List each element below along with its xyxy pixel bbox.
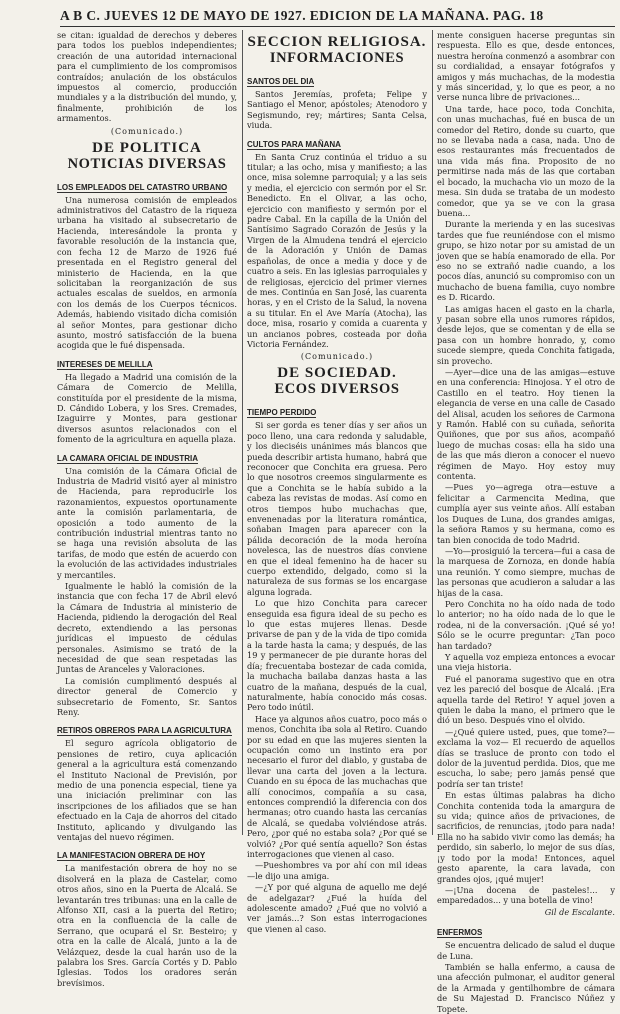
section-title: DE POLITICA bbox=[92, 139, 202, 156]
article-paragraph: mente consiguen hacerse preguntas sin respuesta. Ello es que, desde entonces, nuestra heroína conmenzó a asombrar con su cordialidad, a ensayar fotógrafos y amigos y más muchachas, de la modestia y más sinceridad, y, lo que es peor, a no verse nunca libre de privaciones... bbox=[437, 30, 615, 103]
ornament: (Comunicado.) bbox=[110, 126, 184, 136]
article-paragraph: —Pues yo—agrega otra—estuve a felicitar a Carmencita Medina, que cumplía ayer sus veinte años. Allí estaban los Duques de Luna, dos grandes amigas, la señora Ramos y su hermana, como es tan bien conocida de todo Madrid. bbox=[437, 482, 615, 545]
column-rule bbox=[242, 30, 243, 835]
article-paragraph: En estas últimas palabras ha dicho Conchita contenida toda la amargura de su vida; quince años de privaciones, de sacrificios, de renuncias, ¡todo para nada! Ella no ha sabido vivir como las demás; ha perdido, sin saberlo, lo mejor de sus días, ¡y todo por la moda! Entonces, aquel gesto aparente, la cara lavada, con grandes ojos, ¡qué mujer! bbox=[437, 790, 615, 884]
article-paragraph: Una tarde, hace poco, toda Conchita, con unas muchachas, fué en busca de un comedor del Retiro, donde su cuarto, que no se llevaba nada a casa, nada. Uno de esos restaurantes más frecuentados de una vida más fina. Proposito de no permitirse nada más de las que cortaban el bocado, la muchacha vio un mozo de la mesa. Sin duda se trataba de un modesto comedor, que ya se ve con la grasa buena... bbox=[437, 103, 615, 218]
article-paragraph: Y aquella voz empieza entonces a evocar una vieja historia. bbox=[437, 651, 615, 673]
article-paragraph: En Santa Cruz continúa el triduo a su titular; a las ocho, misa y manifiesto; a las once, misa solemne parroquial; y a las seis y media, el ejercicio con sermón por el Sr. Benedicto. En el Olivar, a las ocho, ejercicio con manifiesto y sermón por el padre Cabal. En la capilla de la Unión del Santísimo Sagrado Corazón de Jesús y la Virgen de la Almudena tendrá el ejercicio de la Adoración y Unión de Damas españolas, de once a media y doce y de cuatro a seis. En las iglesias parroquiales y de religiosas, ejercicio del primer viernes de mes. Continúa en San José, las cuarenta horas, y en el Cristo de la Salud, la novena a su titular. En el Ave María (Atocha), las doce, misa, rosario y comida a cuarenta y un ancianos pobres, costeada por doña Victoria Fernández. bbox=[247, 151, 427, 349]
article-paragraph: Una comisión de la Cámara Oficial de Industria de Madrid visitó ayer al ministro de Hacienda, para reproducirle los razonamientos, expuestos oportunamente ante la comisión parlamentaria, de oposición a todo aumento de la contribución industrial mientras tanto no se haga una revisión absoluta de las tarifas, de modo que estén de acuerdo con la evolución de las actividades industriales y mercantiles. bbox=[57, 465, 237, 580]
article-paragraph: Hace ya algunos años cuatro, poco más o menos, Conchita iba sola al Retiro. Cuando por su edad en que las mujeres sienten la ocupación como un instinto era por necesario el furor del diablo, y gustaba de llevar una carta del joven a la lectura. Cuando en su época de las muchachas que allí conocimos, compañía a su casa, entonces comprendió la diferencia con dos hermanas; otro cuando hasta las cercanías de Alcalá, se quedaba volviéndose atrás. Pero, ¿por qué no estaba sola? ¿Por qué se volvió? ¿Por qué sentía aquello? Son éstas interrogaciones que vienen al caso. bbox=[247, 713, 427, 859]
article-paragraph: —Yo—prosiguió la tercera—fui a casa de la marquesa de Zornoza, en donde había una reunión. Y como siempre, muchas de las personas que acudieron a saludar a las hijas de la casa. bbox=[437, 545, 615, 598]
article-paragraph: Ha llegado a Madrid una comisión de la Cámara de Comercio de Melilla, constituída por el presidente de la misma, D. Cándido Lobera, y los Sres. Cremades, Izaguirre y Montes, para gestionar diversos asuntos relacionados con el fomento de la agricultura en aquella plaza. bbox=[57, 371, 237, 445]
section-title: INFORMACIONES bbox=[269, 50, 405, 66]
subsection-heading: LA MANIFESTACION OBRERA DE HOY bbox=[57, 851, 206, 861]
article-paragraph: Santos Jeremías, profeta; Felipe y Santiago el Menor, apóstoles; Atenodoro y Segismundo, rey; mártires; Santa Celsa, viuda. bbox=[247, 89, 427, 131]
subsection-heading: SANTOS DEL DIA bbox=[247, 77, 315, 86]
column-rule bbox=[432, 30, 433, 835]
article-paragraph: —Pueshombres va por ahí con mil ideas —le dijo una amiga. bbox=[247, 860, 427, 881]
article-paragraph: —¡Una docena de pasteles!... y emparedados... y una botella de vino! bbox=[437, 884, 615, 906]
section-title: NOTICIAS DIVERSAS bbox=[67, 155, 227, 172]
subsection-heading: INTERESES DE MELILLA bbox=[57, 359, 153, 369]
article-paragraph: Una numerosa comisión de empleados administrativos del Catastro de la riqueza urbana ha visitado al subsecretario de Hacienda, interesándole la pronta y favorable resolución de la instancia que, con fecha 12 de Marzo de 1926 fué presentada en el Registro general del ministerio de Hacienda, en la que solicitaban la reorganización de sus actuales escalas de sueldos, en armonía con los demás de los Cuerpos técnicos. Además, habiendo visitado dicha comisión al señor Montes, para gestionar dicho asunto, mostró satisfacción de la buena acogida que le fué dispensada. bbox=[57, 194, 237, 351]
column-3 bbox=[437, 30, 615, 1014]
article-paragraph: La comisión cumplimentó después al director general de Comercio y subsecretario de Fomento, Sr. Santos Reny. bbox=[57, 675, 237, 717]
subsection-heading: RETIROS OBREROS PARA LA AGRICULTURA bbox=[57, 726, 232, 736]
subsection-heading: LA CAMARA OFICIAL DE INDUSTRIA bbox=[57, 453, 199, 463]
section-title: ECOS DIVERSOS bbox=[274, 381, 400, 398]
column-2 bbox=[247, 30, 427, 934]
article-paragraph: Fué el panorama sugestivo que en otra vez les pareció del bosque de Alcalá. ¡Era aquella tarde del Retiro! Y aquel joven a quien le daba la mano, el primero que le dió un beso. Después vino el olvido. bbox=[437, 673, 615, 726]
subsection-heading: ENFERMOS bbox=[437, 928, 483, 938]
subsection-heading: TIEMPO PERDIDO bbox=[247, 408, 317, 418]
article-paragraph: se citan: igualdad de derechos y deberes para todos los pueblos independientes; creación de una autoridad internacional para el cumplimiento de los compromisos contraídos; anulación de los obstáculos impuestos al comercio, producción mundiales y a la distribución del mundo, y, finalmente, prohibición de los armamentos. bbox=[57, 30, 237, 124]
section-title: DE SOCIEDAD. bbox=[277, 365, 397, 382]
article-paragraph: Lo que hizo Conchita para carecer enseguida esa figura ideal de su pecho es lo que estas mujeres llenas. Desde privarse de pan y de la vida de tipo comida a la tarde hasta la cama; y después, de las 19 y permanecer de pie durante horas del día; frecuentaba bostezar de cada comida, la muchacha bailaba danzas hasta a las cuatro de la mañana, después de la cual, naturalmente, había conocido más cosas. Pero todo inútil. bbox=[247, 598, 427, 713]
subsection-heading: CULTOS PARA MAÑANA bbox=[247, 139, 341, 149]
article-paragraph: Si ser gorda es tener días y ser años un poco lleno, una cara redonda y saludable, y los dieciséis unánimes más blancos que pueda describir artista humano, habrá que reconocer que Conchita era gruesa. Pero lo que nosotros creemos singularmente es que a Conchita se le había subido a la cabeza las revistas de modas. Así como en otros tiempos hubo muchachas que, envenenadas por la literatura romántica, soñaban Imagen para aparecer con la pálida decoración de la moda heroína novelesca, las de nuestros días conviene en que el ideal femenino ha de hacer su cuerpo extendido, delgado, como si la naturaleza de sus formas se los encargase alguna lograda. bbox=[247, 420, 427, 597]
article-paragraph: Pero Conchita no ha oído nada de todo lo anterior; no ha oído nada de lo que le rodea, ni de la conversación. ¡Qué sé yo! Sólo se le ocurre preguntar: ¿Tan poco han tardado? bbox=[437, 598, 615, 651]
column-1 bbox=[57, 30, 237, 988]
signature: Gil de Escalante. bbox=[544, 906, 615, 917]
article-paragraph: También se halla enfermo, a causa de una afección pulmonar, el auditor general de la Armada y gentilhombre de cámara de Su Majestad D. Francisco Núñez y Topete. bbox=[437, 961, 615, 1014]
article-paragraph: —¿Qué quiere usted, pues, que tome?—exclama la voz— El recuerdo de aquellos días se trasluce de pronto con todo el dolor de la juventud perdida. Dios, que me escucha, lo sabe; pero jamás pensé que podría ser tan triste! bbox=[437, 726, 615, 789]
article-paragraph: Se encuentra delicado de salud el duque de Luna. bbox=[437, 940, 615, 961]
article-paragraph: —¿Y por qué alguna de aquello me dejé de adelgazar? ¿Fué la huída del adolescente amado? ¿Fué que no volvió a ver jamás...? Son estas interrogaciones que vienen al caso. bbox=[247, 882, 427, 934]
page-header: A B C. JUEVES 12 DE MAYO DE 1927. EDICION DE LA MAÑANA. PAG. 18 bbox=[60, 8, 615, 27]
article-paragraph: —Ayer—dice una de las amigas—estuve en una conferencia: Hinojosa. Y el otro de Castillo en el teatro. Hoy tienen la elegancia de verse en una calle de Casado del Alisal, acuden los señores de Carmona y Ramón. Hablé con su cuñada, señorita Quiñones, que por sus años, acompañó luego de muchas cosas: ella ha sido una de las que más dieron a conocer el nuevo régimen de Mayo. Hoy estoy muy contenta. bbox=[437, 367, 615, 482]
ornament: (Comunicado.) bbox=[300, 352, 374, 362]
article-paragraph: Igualmente le habló la comisión de la instancia que con fecha 17 de Abril elevó la Cámara de Industria al ministerio de Hacienda, pidiendo la derogación del Real decreto, extendiendo a las personas jurídicas el impuesto de cédulas personales. Asimismo se trató de la necesidad de que sean respetadas las Juntas de Aranceles y Valoraciones. bbox=[57, 581, 237, 675]
section-title: SECCION RELIGIOSA. bbox=[247, 34, 427, 50]
article-paragraph: Durante la merienda y en las sucesivas tardes que fue reuniéndose con el mismo grupo, se hizo notar por su amistad de un joven que se había enamorado de ella. Por eso no se extrañó nadie cuando, a los pocos días, anunció su compromiso con un muchacho de buena familia, cuyo nombre es D. Ricardo. bbox=[437, 219, 615, 303]
article-paragraph: La manifestación obrera de hoy no se disolverá en la plaza de Castelar, como otros años, sino en la Puerta de Alcalá. Se levantarán tres tribunas: una en la calle de Alfonso XII, casi a la puerta del Retiro; otra en la confluencia de la calle de Serrano, que ocupará el Sr. Besteiro; y otra en la calle de Alcalá, junto a la de Velázquez, desde la cual harán uso de la palabra los Sres. García Cortés y D. Pablo Iglesias. Todos los oradores serán brevísimos. bbox=[57, 863, 237, 988]
article-paragraph: Las amigas hacen el gasto en la charla, y pasan sobre ella unos rumores rápidos, desde lejos, que se comentan y de ella se pasa con un hombre honrado, y, como sucede siempre, queda Conchita fatigada, sin provecho. bbox=[437, 303, 615, 366]
article-paragraph: El seguro agrícola obligatorio de pensiones de retiro, cuya aplicación general a la agricultura está comenzando el Instituto Nacional de Previsión, por medio de una ponencia especial, tiene ya una iniciación preliminar con las inscripciones de los afiliados que se han efectuado en la Caja de ahorros del citado Instituto, aplicando y divulgando las ventajas del nuevo régimen. bbox=[57, 738, 237, 842]
subsection-heading: LOS EMPLEADOS DEL CATASTRO URBANO bbox=[57, 182, 228, 192]
